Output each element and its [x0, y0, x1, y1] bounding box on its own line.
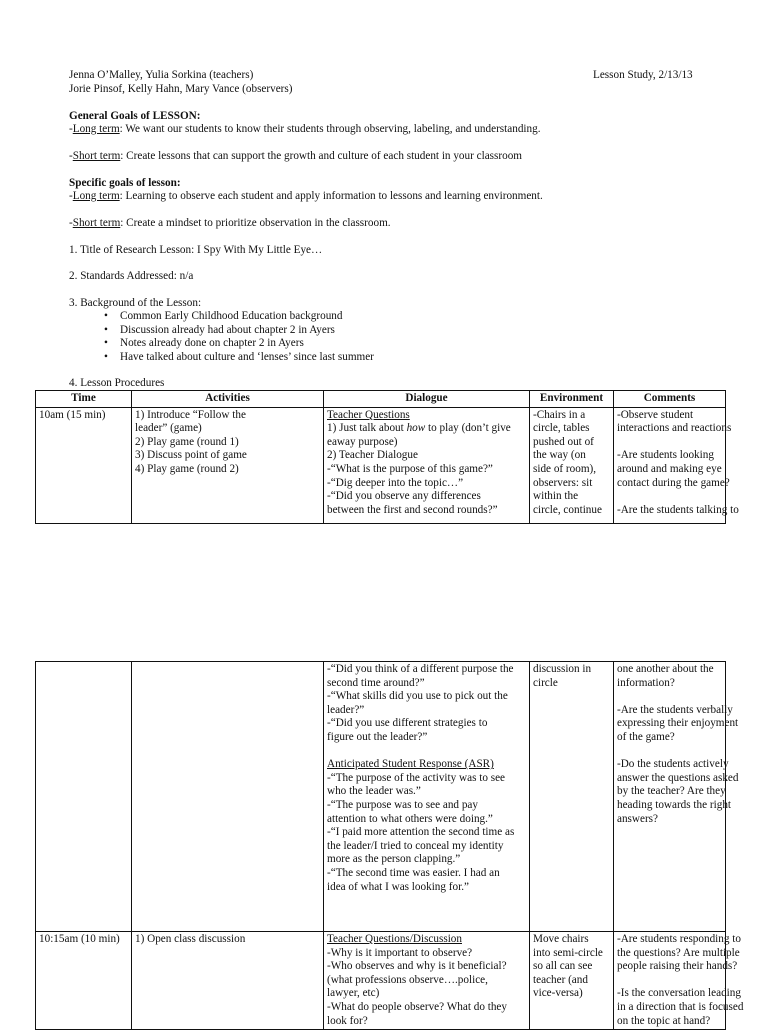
activity-line: 1) Open class discussion: [135, 933, 246, 945]
asr-heading: Anticipated Student Response (ASR): [327, 758, 494, 771]
table-row: [36, 407, 726, 523]
environment-line: within the: [533, 490, 579, 503]
time-cell: [36, 932, 132, 1030]
time-cell: [36, 662, 132, 932]
general-short-term: -Short term: Create lessons that can support the growth and culture of each student in your classroom: [69, 150, 522, 162]
teacher-discussion-heading: Teacher Questions/Discussion: [327, 933, 462, 945]
background-heading: 3. Background of the Lesson:: [69, 297, 202, 309]
header-environment: Environment: [530, 391, 614, 408]
dialogue-line: who the leader was.”: [327, 785, 421, 798]
environment-line: circle, tables: [533, 422, 590, 435]
general-goals-heading: General Goals of LESSON:: [69, 110, 201, 122]
dialogue-line: -“What skills did you use to pick out the: [327, 690, 508, 703]
environment-line: vice-versa): [533, 987, 583, 1000]
dialogue-line: -Why is it important to observe?: [327, 946, 473, 959]
comment-line: of the game?: [617, 730, 675, 743]
comment-line: -Do the students actively: [617, 758, 729, 771]
environment-line: observers: sit: [533, 476, 593, 489]
comment-line: expressing their enjoyment: [617, 717, 739, 730]
background-item: • Common Early Childhood Education background: [104, 310, 374, 324]
comment-line: on the topic at hand?: [617, 1014, 711, 1027]
dialogue-line: between the first and second rounds?”: [327, 503, 498, 516]
background-item: • Have talked about culture and ‘lenses’ since last summer: [104, 351, 374, 365]
comment-line: in a direction that is focused: [617, 1000, 744, 1013]
activities-cell: [132, 662, 324, 932]
specific-goals-heading: Specific goals of lesson:: [69, 177, 181, 189]
comments-cell: [614, 407, 739, 523]
specific-short-term: -Short term: Create a mindset to prioritize observation in the classroom.: [69, 217, 391, 229]
general-long-label: Long term: [72, 123, 120, 135]
time-value: 10:15am (10 min): [39, 933, 120, 945]
comment-line: -Are students responding to: [617, 933, 741, 945]
dialogue-line: lawyer, etc): [327, 987, 380, 1000]
general-long-text: : We want our students to know their students through observing, labeling, and understanding.: [119, 123, 541, 135]
dialogue-cell: [324, 932, 530, 1030]
activity-line: 3) Discuss point of game: [135, 449, 247, 462]
dialogue-line: -“Dig deeper into the topic…”: [327, 476, 464, 489]
dialogue-line: the leader/I tried to conceal my identity: [327, 839, 504, 852]
dialogue-line: second time around?”: [327, 676, 425, 689]
teacher-questions-heading: Teacher Questions: [327, 408, 410, 421]
environment-line: Move chairs: [533, 933, 589, 945]
activity-line: 4) Play game (round 2): [135, 462, 239, 475]
dialogue-q1-em: how: [406, 422, 426, 435]
dialogue-line: figure out the leader?”: [327, 730, 428, 743]
comment-line: -Are students looking: [617, 449, 714, 462]
comment-line: -Observe student: [617, 408, 694, 421]
dialogue-line: -“The second time was easier. I had an: [327, 866, 500, 879]
specific-short-text: : Create a mindset to prioritize observation in the classroom.: [120, 217, 391, 229]
comment-line: -Are the students talking to: [617, 503, 739, 516]
time-cell: [36, 407, 132, 523]
lesson-procedures-table-continued: [35, 661, 744, 1030]
environment-cell: [530, 932, 614, 1030]
table-row: [36, 662, 726, 932]
comment-line: one another about the: [617, 663, 714, 675]
environment-line: circle, continue: [533, 503, 602, 516]
environment-line: discussion in: [533, 663, 592, 675]
environment-line: into semi-circle: [533, 946, 603, 959]
comment-line: information?: [617, 676, 675, 689]
dialogue-line: -“Did you use different strategies to: [327, 717, 488, 730]
comment-line: contact during the game?: [617, 476, 730, 489]
specific-long-text: : Learning to observe each student and apply information to lessons and learning environment.: [119, 190, 543, 202]
lesson-study-date: Lesson Study, 2/13/13: [593, 69, 693, 81]
dialogue-line: (what professions observe….police,: [327, 973, 488, 986]
specific-long-term: -Long term: Learning to observe each student and apply information to lessons and learning environment.: [69, 190, 543, 202]
comment-line: the questions? Are multiple: [617, 946, 740, 959]
comment-line: answers?: [617, 812, 659, 825]
time-value: 10am (15 min): [39, 408, 106, 421]
activity-line: leader” (game): [135, 422, 202, 435]
dialogue-line: look for?: [327, 1014, 368, 1027]
general-long-term: -Long term: We want our students to know their students through observing, labeling, and understanding.: [69, 123, 541, 135]
header-comments: Comments: [614, 391, 726, 408]
environment-line: teacher (and: [533, 973, 588, 986]
lesson-procedures-heading: 4. Lesson Procedures: [69, 377, 165, 389]
dialogue-line: -“I paid more attention the second time as: [327, 826, 515, 839]
comment-line: -Are the students verbally: [617, 703, 733, 716]
lesson-procedures-table: [35, 390, 739, 524]
comments-cell: [614, 662, 739, 932]
activities-cell: [132, 932, 324, 1030]
environment-line: -Chairs in a: [533, 408, 586, 421]
comment-line: by the teacher? Are they: [617, 785, 726, 798]
dialogue-line: -Who observes and why is it beneficial?: [327, 960, 507, 973]
environment-line: the way (on: [533, 449, 586, 462]
dialogue-line: [327, 422, 526, 436]
dialogue-cell: [324, 662, 530, 932]
environment-line: so all can see: [533, 960, 593, 973]
comment-line: -Is the conversation leading: [617, 987, 741, 1000]
background-item: • Notes already done on chapter 2 in Ayers: [104, 337, 374, 351]
research-lesson-title: 1. Title of Research Lesson: I Spy With My Little Eye…: [69, 244, 323, 256]
dialogue-line: -“Did you observe any differences: [327, 490, 481, 503]
general-short-text: : Create lessons that can support the growth and culture of each student in your classroom: [120, 150, 522, 162]
environment-line: pushed out of: [533, 435, 594, 448]
table-row: [36, 932, 726, 1030]
dialogue-line: -“The purpose was to see and pay: [327, 798, 478, 811]
dialogue-line: -“What is the purpose of this game?”: [327, 462, 493, 475]
comment-line: people raising their hands?: [617, 960, 738, 973]
dialogue-cell: [324, 407, 530, 523]
comment-line: interactions and reactions: [617, 422, 732, 435]
comments-cell: [614, 932, 744, 1030]
dialogue-line: leader?”: [327, 703, 365, 716]
dialogue-line: eaway purpose): [327, 435, 398, 448]
activities-cell: [132, 407, 324, 523]
environment-line: circle: [533, 676, 558, 689]
activity-line: 2) Play game (round 1): [135, 435, 239, 448]
specific-short-label: Short term: [72, 217, 121, 229]
teachers-line: Jenna O’Malley, Yulia Sorkina (teachers): [69, 69, 254, 81]
standards-line: 2. Standards Addressed: n/a: [69, 270, 194, 282]
dialogue-line: more as the person clapping.”: [327, 853, 461, 866]
environment-line: side of room),: [533, 462, 597, 475]
header-activities: Activities: [132, 391, 324, 408]
specific-long-label: Long term: [72, 190, 120, 202]
dialogue-q1-pre: 1) Just talk about: [327, 422, 407, 435]
observers-line: Jorie Pinsof, Kelly Hahn, Mary Vance (observers): [69, 83, 293, 95]
dialogue-line: -“Did you think of a different purpose the: [327, 663, 514, 675]
dialogue-line: idea of what I was looking for.”: [327, 880, 469, 893]
header-dialogue: Dialogue: [324, 391, 530, 408]
comment-line: answer the questions asked: [617, 771, 739, 784]
table-header-row: [36, 391, 726, 408]
environment-cell: [530, 662, 614, 932]
dialogue-line: -“The purpose of the activity was to see: [327, 771, 506, 784]
general-short-label: Short term: [72, 150, 121, 162]
background-list: [104, 310, 374, 364]
comment-line: around and making eye: [617, 462, 722, 475]
dialogue-q1-post: to play (don’t give: [425, 422, 511, 435]
header-time: Time: [36, 391, 132, 408]
background-item: • Discussion already had about chapter 2 in Ayers: [104, 324, 374, 338]
environment-cell: [530, 407, 614, 523]
comment-line: heading towards the right: [617, 798, 732, 811]
dialogue-line: -What do people observe? What do they: [327, 1000, 507, 1013]
dialogue-line: 2) Teacher Dialogue: [327, 449, 418, 462]
activity-line: 1) Introduce “Follow the: [135, 408, 246, 421]
dialogue-line: attention to what others were doing.”: [327, 812, 493, 825]
